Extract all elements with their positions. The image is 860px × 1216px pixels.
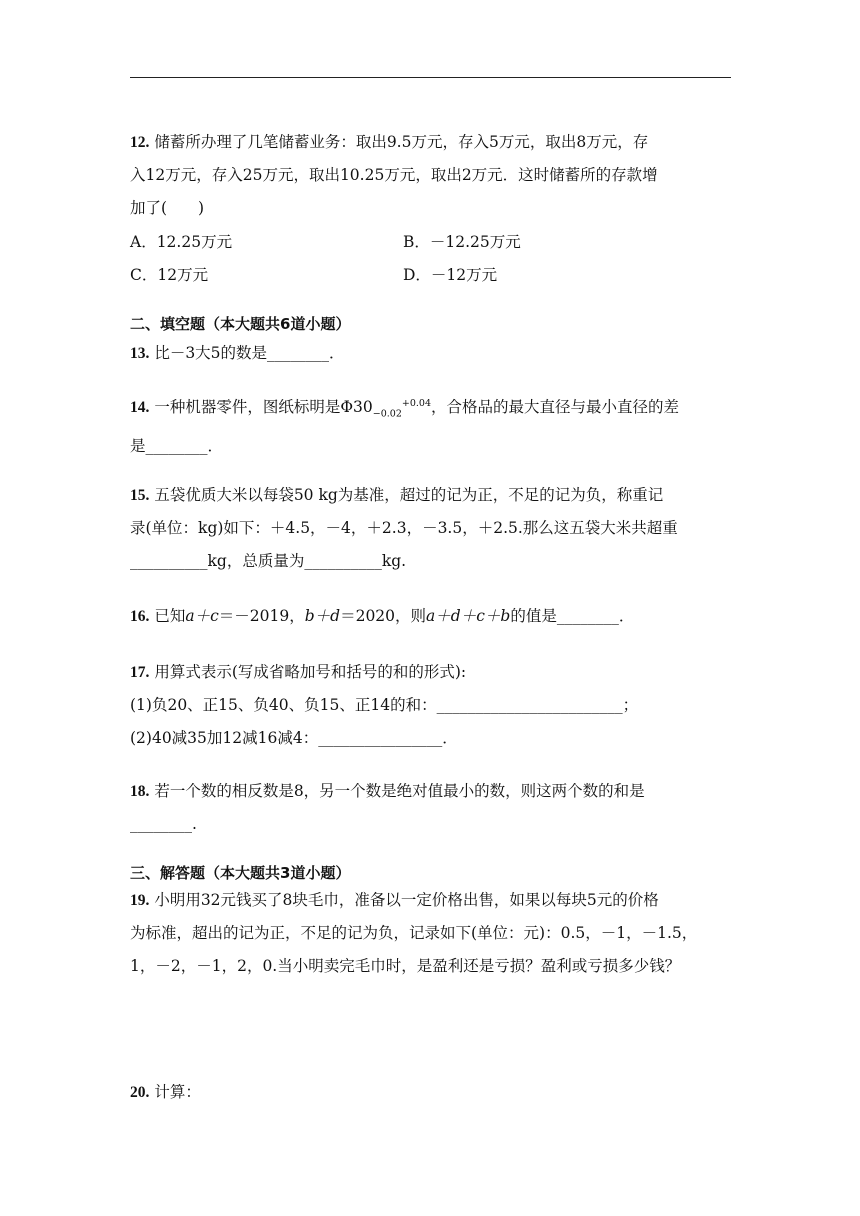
- option-a: A．12.25万元: [130, 233, 233, 251]
- q19-line3: 1，－2，－1，2，0.当小明卖完毛巾时，是盈利还是亏损？盈利或亏损多少钱？: [130, 957, 681, 975]
- section-heading-solve: 三、解答题（本大题共3道小题）: [130, 864, 351, 882]
- q15-line2: 录(单位：kg)如下：＋4.5，－4，＋2.3，－3.5，＋2.5.那么这五袋大米共超重: [130, 519, 678, 537]
- q13-text: 比－3大5的数是________．: [154, 344, 345, 362]
- q12-line2: 入12万元，存入25万元，取出10.25万元，取出2万元．这时储蓄所的存款增: [130, 166, 658, 184]
- question-number: 19.: [130, 892, 150, 909]
- q16-expr-1: a＋c: [185, 607, 219, 625]
- question-number: 17.: [130, 664, 150, 681]
- q14-line1: [130, 387, 735, 430]
- q14-line2: 是________．: [130, 437, 224, 456]
- q14-text-post: ，合格品的最大直径与最小直径的差: [431, 398, 680, 417]
- q12-line1: [130, 126, 735, 159]
- q17-line2: (1)负20、正15、负40、负15、正14的和：________________________；: [130, 696, 639, 714]
- q17-line1: [130, 656, 735, 689]
- q18-text: 若一个数的相反数是8，另一个数是绝对值最小的数，则这两个数的和是: [154, 782, 645, 800]
- q19-line1: [130, 884, 735, 917]
- q18-line1: [130, 775, 735, 808]
- question-20: [130, 1076, 735, 1109]
- q16-text-4: 的值是________．: [510, 607, 635, 625]
- q14-text-pre: 一种机器零件，图纸标明是Φ30: [154, 398, 373, 417]
- q15-line3: __________kg，总质量为__________kg.: [130, 552, 407, 570]
- question-18: [130, 775, 735, 841]
- question-number: 16.: [130, 608, 150, 625]
- question-17: [130, 656, 735, 755]
- q15-line1: [130, 479, 735, 512]
- tolerance-upper: +0.04: [401, 398, 431, 409]
- q16-expr-2: b＋d: [304, 607, 341, 625]
- question-19: [130, 884, 735, 983]
- question-14: [130, 387, 735, 463]
- section-heading-fill-in: 二、填空题（本大题共6道小题）: [130, 315, 351, 333]
- q12-line3: 加了( ): [130, 199, 205, 217]
- q12-options-row-1: [0, 226, 860, 259]
- option-c: C．12万元: [130, 266, 209, 284]
- q16-text-3: ＝2020，则: [340, 607, 427, 625]
- tolerance-lower: −0.02: [372, 408, 402, 420]
- question-number: 12.: [130, 134, 150, 151]
- q17-line3: (2)40减35加12减16减4：________________．: [130, 729, 458, 747]
- question-number: 13.: [130, 345, 150, 362]
- question-number: 20.: [130, 1084, 150, 1101]
- q18-line2: ________.: [130, 815, 197, 833]
- question-16: [130, 600, 735, 633]
- q16-text-2: ＝－2019，: [218, 607, 305, 625]
- question-15: [130, 479, 735, 578]
- question-number: 15.: [130, 487, 150, 504]
- option-d: D．－12万元: [403, 266, 498, 284]
- question-number: 14.: [130, 399, 150, 417]
- q19-line2: 为标准，超出的记为正，不足的记为负，记录如下(单位：元)：0.5，－1，－1.5，: [130, 924, 698, 942]
- question-number: 18.: [130, 783, 150, 800]
- q16-expr-3: a＋d＋c＋b: [426, 607, 511, 625]
- q16-text-1: 已知: [154, 607, 186, 625]
- q12-text: 储蓄所办理了几笔储蓄业务：取出9.5万元，存入5万元，取出8万元，存: [154, 133, 649, 151]
- q12-options-row-2: [0, 259, 860, 292]
- q20-text: 计算：: [154, 1083, 201, 1101]
- header-rule: [130, 77, 731, 78]
- option-b: B．－12.25万元: [403, 233, 521, 251]
- question-12: [130, 126, 735, 225]
- q17-text: 用算式表示(写成省略加号和括号的和的形式):: [154, 663, 467, 681]
- question-13: [130, 337, 735, 370]
- q19-text: 小明用32元钱买了8块毛巾，准备以一定价格出售，如果以每块5元的价格: [154, 891, 659, 909]
- q15-text: 五袋优质大米以每袋50 kg为基准，超过的记为正，不足的记为负，称重记: [154, 486, 664, 504]
